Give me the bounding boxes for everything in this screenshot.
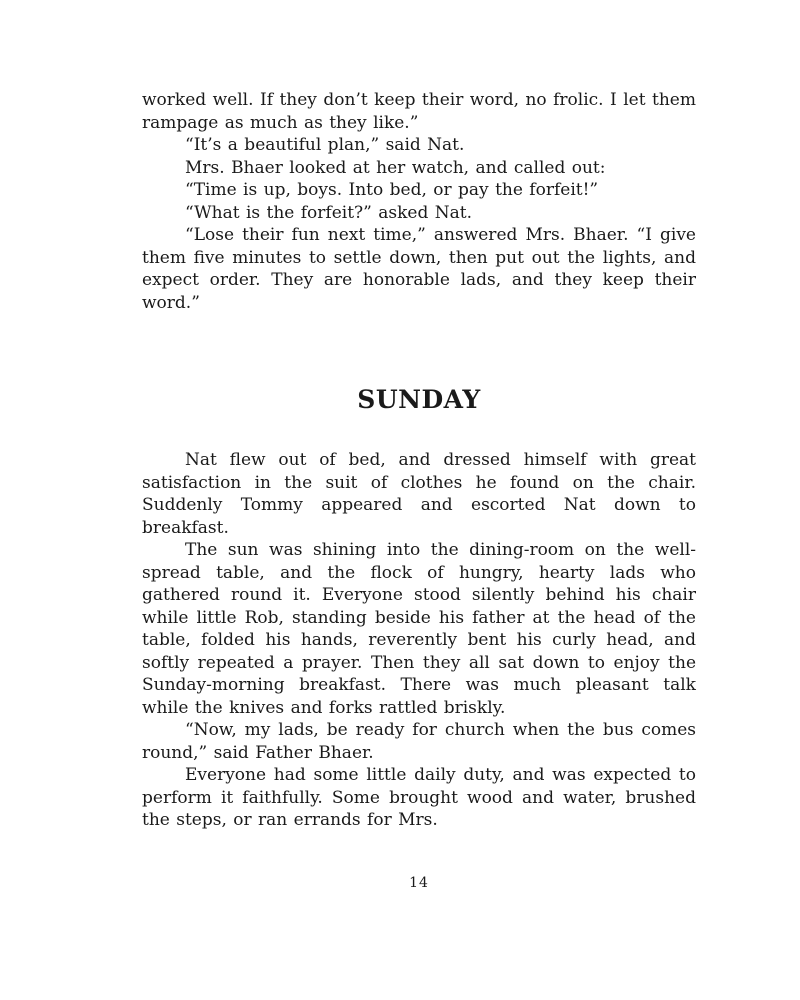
paragraph-dialogue: “Lose their fun next time,” answered Mrs. Bhaer. “I give them five minutes to settle down, then put out the lights, and expect order. They are honorable lads, and they keep their word.” bbox=[142, 225, 696, 313]
paragraph: Nat flew out of bed, and dressed himself with great satisfaction in the suit of clothes he found on the chair. Suddenly Tommy appeared and escorted Nat down to breakfast. bbox=[142, 450, 696, 538]
paragraph-dialogue: “Time is up, boys. Into bed, or pay the forfeit!” bbox=[185, 180, 599, 200]
page-number: 14 bbox=[409, 875, 429, 891]
paragraph: Everyone had some little daily duty, and was expected to perform it faithfully. Some brought wood and water, brushed the steps, or ran errands for Mrs. bbox=[142, 765, 696, 830]
previous-chapter-ending bbox=[142, 89, 696, 314]
paragraph-continued: worked well. If they don’t keep their word, no frolic. I let them rampage as much as they like.” bbox=[142, 90, 696, 133]
paragraph-dialogue: “It’s a beautiful plan,” said Nat. bbox=[185, 135, 465, 155]
paragraph: Mrs. Bhaer looked at her watch, and called out: bbox=[185, 157, 606, 178]
paragraph: The sun was shining into the dining-room on the well-spread table, and the flock of hungry, hearty lads who gathered round it. Everyone stood silently behind his chair while little Rob, standing beside his father at the head of the table, folded his hands, reverently bent his curly head, and softly repeated a prayer. Then they all sat down to enjoy the Sunday-morning breakfast. There was much pleasant talk while the knives and forks rattled briskly. bbox=[142, 540, 696, 718]
paragraph-dialogue: “What is the forfeit?” asked Nat. bbox=[185, 202, 473, 223]
paragraph-dialogue: “Now, my lads, be ready for church when the bus comes round,” said Father Bhaer. bbox=[142, 720, 696, 763]
chapter-body bbox=[142, 449, 696, 832]
chapter-title: SUNDAY bbox=[357, 385, 481, 414]
